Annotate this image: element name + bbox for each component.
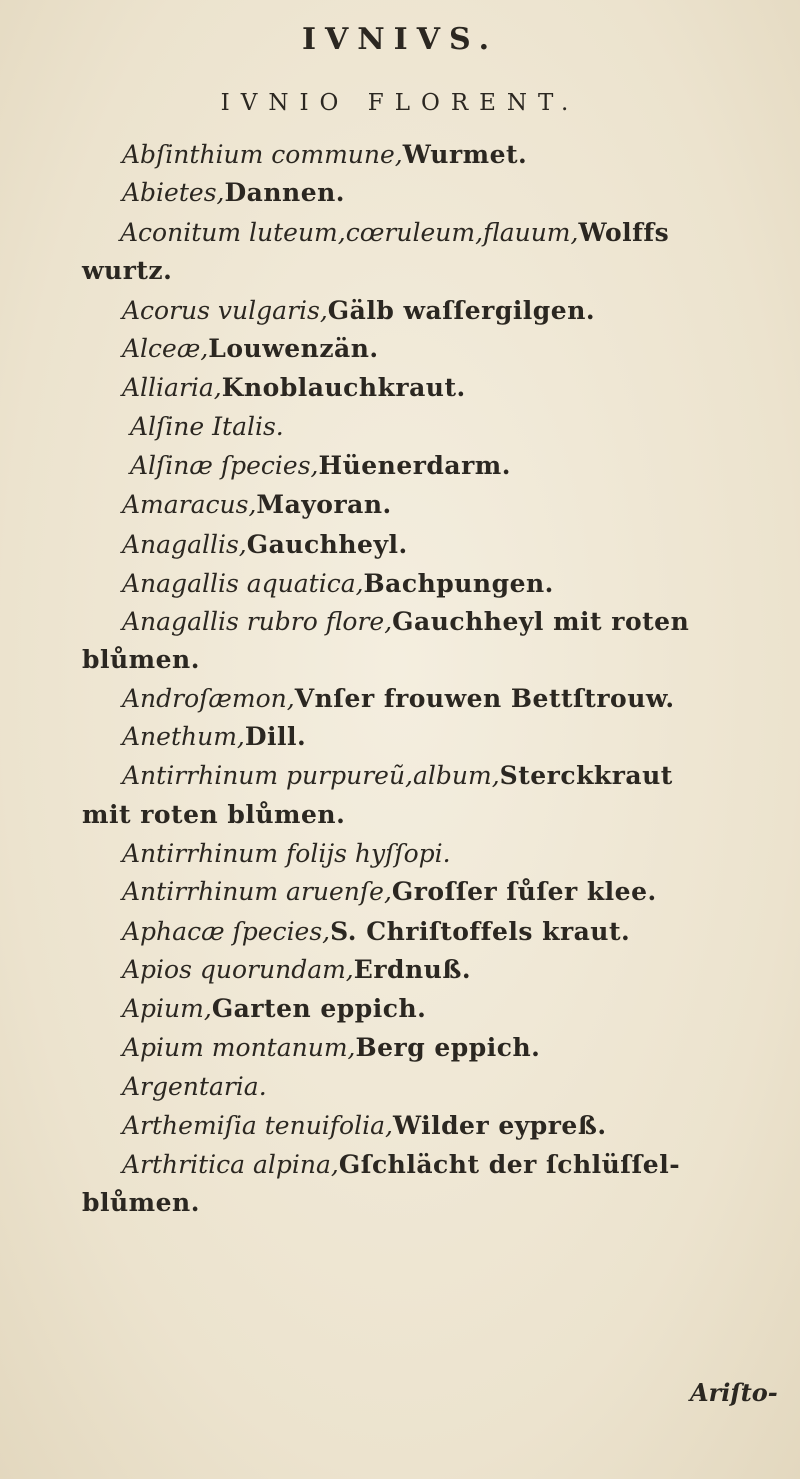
list-item: Aphacæ ſpecies,S. Chriſtoffels kraut. bbox=[122, 917, 631, 946]
catchword: Ariſto- bbox=[690, 1378, 778, 1407]
list-item: Aconitum luteum,cœruleum,flauum,Wolffs bbox=[120, 218, 670, 247]
list-item: Abſinthium commune,Wurmet. bbox=[122, 140, 528, 169]
list-item: Apios quorundam,Erdnuß. bbox=[122, 955, 472, 984]
list-item: wurtz. bbox=[82, 256, 173, 285]
list-item: Arthemiſia tenuifolia,Wilder eypreß. bbox=[122, 1111, 607, 1140]
list-item: blůmen. bbox=[82, 645, 200, 674]
list-item: Alceæ,Louwenzän. bbox=[122, 334, 379, 363]
list-item: Androſæmon,Vnſer frouwen Bettſtrouw. bbox=[122, 684, 675, 713]
running-head: IVNIVS. bbox=[301, 22, 499, 57]
list-item: Apium,Garten eppich. bbox=[122, 994, 427, 1023]
list-item: Anethum,Dill. bbox=[122, 722, 307, 751]
list-item: Antirrhinum purpureũ,album,Sterckkraut bbox=[122, 761, 673, 790]
list-item: Apium montanum,Berg eppich. bbox=[122, 1033, 541, 1062]
list-item: Anagallis aquatica,Bachpungen. bbox=[122, 569, 554, 598]
list-item: Argentaria. bbox=[122, 1072, 267, 1101]
list-item: Abietes,Dannen. bbox=[122, 178, 345, 207]
list-item: Anagallis rubro flore,Gauchheyl mit roten bbox=[122, 607, 690, 636]
list-item: Alſinæ ſpecies,Hüenerdarm. bbox=[130, 451, 511, 480]
list-item: mit roten blůmen. bbox=[82, 800, 346, 829]
list-item: Antirrhinum aruenſe,Groſſer ſůſer klee. bbox=[122, 877, 657, 906]
list-item: Alliaria,Knoblauchkraut. bbox=[122, 373, 466, 402]
list-item: Acorus vulgaris,Gälb waſſergilgen. bbox=[122, 296, 596, 325]
list-item: Anagallis,Gauchheyl. bbox=[122, 530, 408, 559]
list-item: Alſine Italis. bbox=[130, 412, 284, 441]
list-item: Antirrhinum folijs hyſſopi. bbox=[122, 839, 451, 868]
list-item: Arthritica alpina,Gſchlächt der ſchlüſſel- bbox=[122, 1150, 681, 1179]
list-item: Amaracus,Mayoran. bbox=[122, 490, 392, 519]
section-title: IVNIO FLORENT. bbox=[220, 90, 580, 116]
list-item: blůmen. bbox=[82, 1188, 200, 1217]
